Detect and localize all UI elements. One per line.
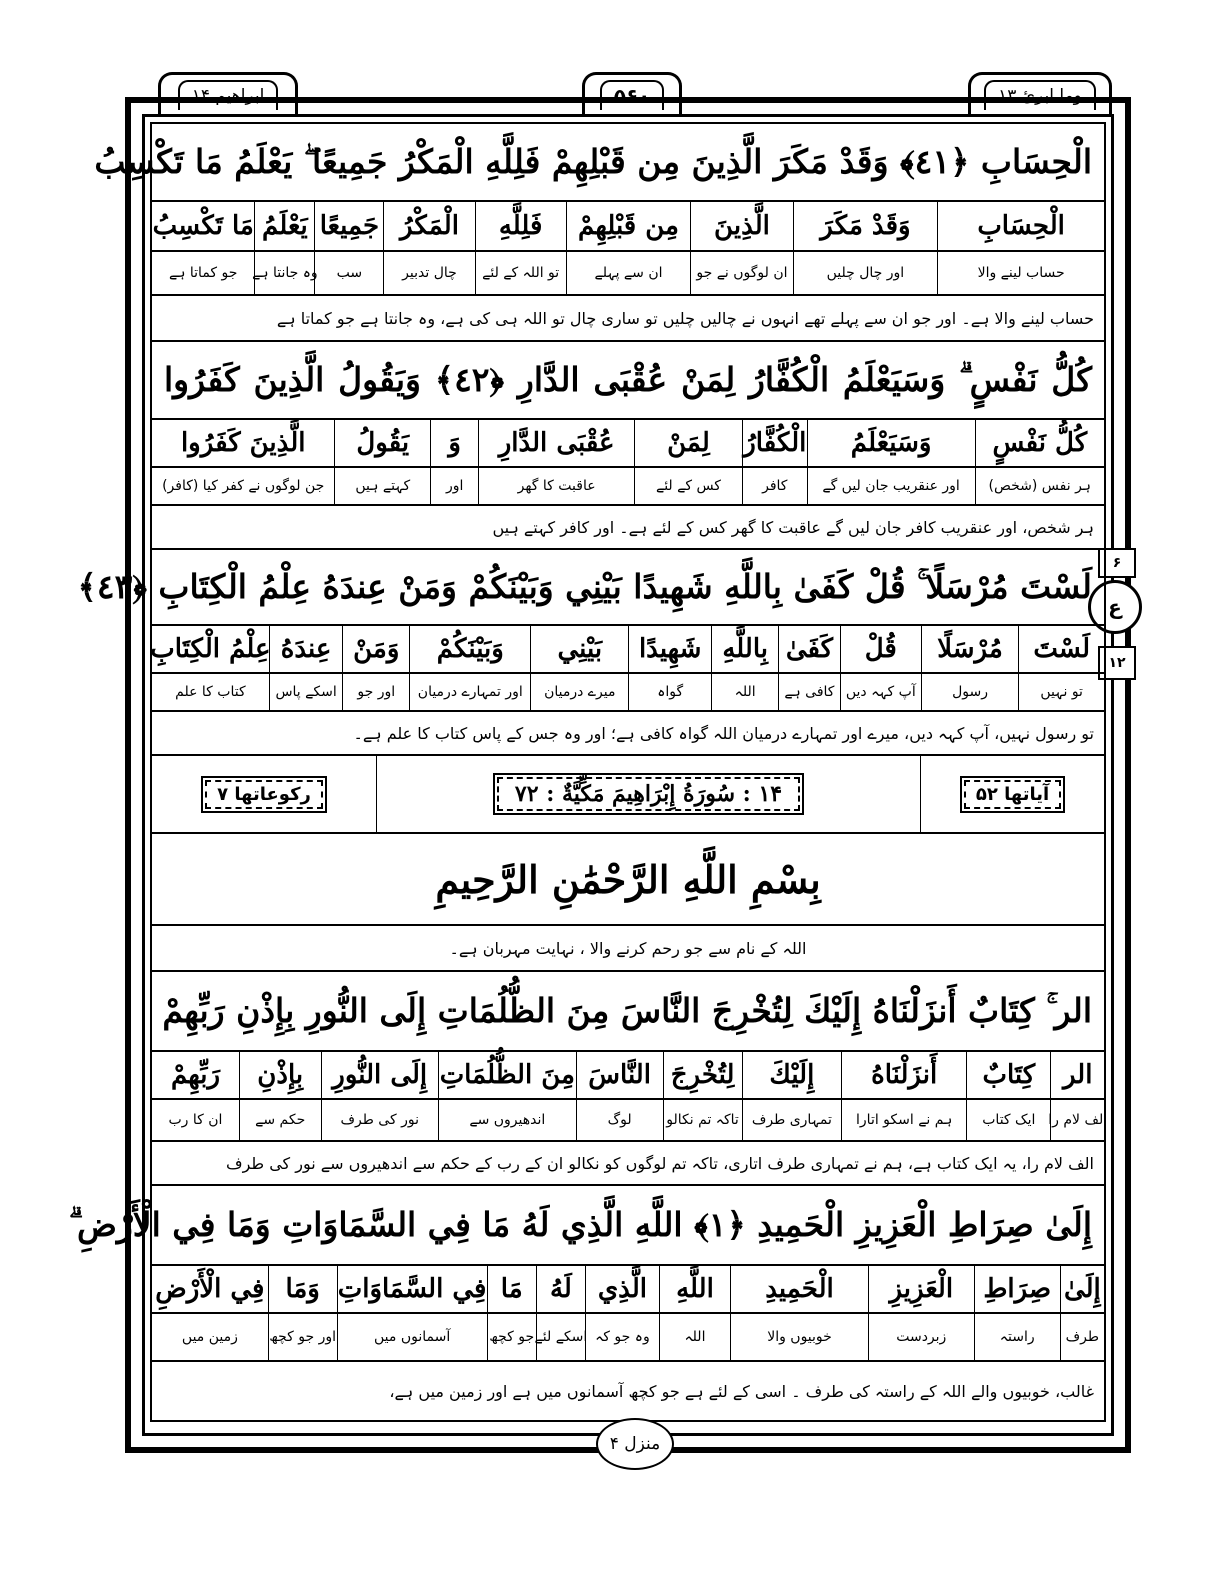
arabic-word-cell: يَقُولُ <box>334 420 430 466</box>
bismillah-translation-row <box>152 926 1104 972</box>
arabic-word-cell: يَعْلَمُ <box>254 202 314 250</box>
urdu-meaning-cell: اور چال چلیں <box>793 252 938 294</box>
word-row-2 <box>152 420 1104 468</box>
arabic-word-cell: إِلَىٰ <box>1060 1266 1104 1312</box>
arabic-word-cell: عِندَهُ <box>269 626 343 672</box>
urdu-meaning-cell: ان لوگوں نے جو <box>690 252 792 294</box>
urdu-meaning-cell: الف لام را <box>1050 1100 1104 1140</box>
arabic-word-cell: بِإِذْنِ <box>239 1052 321 1098</box>
urdu-meaning-cell: راستہ <box>974 1314 1060 1360</box>
urdu-meaning-cell: جو کچھ <box>487 1314 536 1360</box>
urdu-meaning-cell: زمین میں <box>181 1329 238 1345</box>
urdu-meaning-cell: عاقبت کا گھر <box>478 468 634 504</box>
arabic-word-cell: الْحَمِيدِ <box>730 1266 868 1312</box>
arabic-word-cell: كَفَىٰ <box>778 626 840 672</box>
arabic-word-cell: مَا تَكْسِبُ <box>152 211 254 241</box>
ayah-line-3: لَسْتَ مُرْسَلًا ۚ قُلْ كَفَىٰ بِاللَّهِ شَهِيدًا بَيْنِي وَبَيْنَكُمْ وَمَنْ عِندَهُ عِلْمُ الْكِتَابِ ﴿٤٣﴾ <box>152 550 1104 626</box>
urdu-meaning-cell: آپ کہہ دیں <box>840 674 921 710</box>
surah-header-row <box>152 756 1104 834</box>
meaning-row-5 <box>152 1314 1104 1362</box>
arabic-word-cell: صِرَاطِ <box>974 1266 1060 1312</box>
urdu-meaning-cell: تو اللہ کے لئے <box>475 252 566 294</box>
urdu-meaning-cell: رسول <box>921 674 1019 710</box>
urdu-meaning-cell: گواہ <box>628 674 711 710</box>
arabic-word-cell: وَسَيَعْلَمُ <box>807 420 975 466</box>
page-number: ۵۶۰ <box>600 80 665 110</box>
urdu-meaning-cell: سب <box>314 252 383 294</box>
meaning-row-4 <box>152 1100 1108 1142</box>
word-row-4 <box>152 1052 1104 1100</box>
arabic-word-cell: وَمَنْ <box>342 626 409 672</box>
translation-line-5: غالب، خوبیوں والے اللہ کے راستہ کی طرف ۔ اسی کے لئے ہے جو کچھ آسمانوں میں ہے اور زمین میں ہے، <box>389 1381 1094 1401</box>
arabic-word-cell: بَيْنِي <box>530 626 628 672</box>
arabic-word-cell: مُرْسَلًا <box>921 626 1019 672</box>
urdu-meaning-cell: اور جو <box>342 674 409 710</box>
arabic-word-cell: أَنزَلْنَاهُ <box>841 1052 966 1098</box>
arabic-word-cell: لَسْتَ <box>1018 626 1104 672</box>
bismillah-translation: اللہ کے نام سے جو رحم کرنے والا ، نہایت مہربان ہے۔ <box>449 938 807 958</box>
arabic-word-cell: الْعَزِيزِ <box>868 1266 974 1312</box>
urdu-meaning-cell: کتاب کا علم <box>175 684 246 700</box>
page-content <box>68 122 1108 1422</box>
urdu-meaning-cell: ان سے پہلے <box>566 252 691 294</box>
urdu-meaning-cell: اور جو کچھ <box>268 1314 337 1360</box>
arabic-word-cell: إِلَيْكَ <box>742 1052 842 1098</box>
urdu-meaning-cell: تمہاری طرف <box>742 1100 842 1140</box>
urdu-meaning-cell: کس کے لئے <box>634 468 742 504</box>
arabic-word-cell: فَلِلَّهِ <box>475 202 566 250</box>
arabic-word-cell: إِلَى النُّورِ <box>321 1052 438 1098</box>
surah-ayat-cell <box>920 756 1104 832</box>
ayah-line-4: الر ۚ كِتَابٌ أَنزَلْنَاهُ إِلَيْكَ لِتُخْرِجَ النَّاسَ مِنَ الظُّلُمَاتِ إِلَى النُّورِ بِإِذْنِ رَبِّهِمْ <box>152 972 1104 1052</box>
arabic-word-cell: قُلْ <box>840 626 921 672</box>
urdu-meaning-cell: اور عنقریب جان لیں گے <box>807 468 975 504</box>
urdu-meaning-cell: اسکے لئے <box>536 1314 585 1360</box>
ayah-line-1: الْحِسَابِ ﴿٤١﴾ وَقَدْ مَكَرَ الَّذِينَ مِن قَبْلِهِمْ فَلِلَّهِ الْمَكْرُ جَمِيعًا ۖ يَعْلَمُ مَا تَكْسِبُ <box>152 124 1104 202</box>
arabic-word-cell: بِاللَّهِ <box>711 626 778 672</box>
urdu-meaning-cell: جو کماتا ہے <box>169 265 238 281</box>
urdu-meaning-cell: لوگ <box>576 1100 663 1140</box>
urdu-meaning-cell: وہ جانتا ہے <box>254 252 314 294</box>
arabic-word-cell: كِتَابٌ <box>966 1052 1050 1098</box>
urdu-meaning-cell: طرف <box>1060 1314 1104 1360</box>
arabic-word-cell: الْمَكْرُ <box>383 202 474 250</box>
bismillah-text: بِسْمِ اللَّهِ الرَّحْمَٰنِ الرَّحِيمِ <box>435 856 821 902</box>
surah-ruku-count: رکوعاتها ۷ <box>201 776 327 813</box>
header-left-label: ابراهیم ۱۴ <box>178 80 279 110</box>
arabic-word-cell: عُقْبَى الدَّارِ <box>478 420 634 466</box>
urdu-meaning-cell: میرے درمیان <box>530 674 628 710</box>
urdu-meaning-cell: زبردست <box>868 1314 974 1360</box>
header-right-label: وما ابرئ ۱۳ <box>984 80 1096 110</box>
surah-ayat-count: آیاتها ۵۲ <box>960 776 1065 813</box>
arabic-word-cell: الر <box>1050 1052 1104 1098</box>
urdu-meaning-cell: ایک کتاب <box>966 1100 1050 1140</box>
surah-ruku-cell <box>152 756 376 832</box>
translation-line-3: تو رسول نہیں، آپ کہہ دیں، میرے اور تمہارے درمیان اللہ گواہ کافی ہے؛ اور وہ جس کے پاس کتاب کا علم ہے۔ <box>152 712 1104 756</box>
arabic-word-cell: الَّذِينَ <box>690 202 792 250</box>
arabic-word-cell: لِتُخْرِجَ <box>663 1052 742 1098</box>
urdu-meaning-cell: اللہ <box>659 1314 730 1360</box>
meaning-row-1 <box>152 252 1104 296</box>
urdu-meaning-cell: کافی ہے <box>778 674 840 710</box>
urdu-meaning-cell: حساب لینے والا <box>937 252 1104 294</box>
arabic-word-cell: جَمِيعًا <box>314 202 383 250</box>
word-row-3 <box>152 626 1104 674</box>
meaning-row-3 <box>152 674 1104 712</box>
translation-line-2: ہر شخص، اور عنقریب کافر جان لیں گے عاقبت کا گھر کس کے لئے ہے۔ اور کافر کہتے ہیں <box>152 506 1104 550</box>
urdu-meaning-cell: تاکہ تم نکالو <box>663 1100 742 1140</box>
arabic-word-cell: مِن قَبْلِهِمْ <box>566 202 691 250</box>
urdu-meaning-cell: ہر نفس (شخص) <box>975 468 1104 504</box>
urdu-meaning-cell: حکم سے <box>239 1100 321 1140</box>
urdu-meaning-cell: اور <box>430 468 478 504</box>
arabic-word-cell: فِي السَّمَاوَاتِ <box>337 1266 487 1312</box>
arabic-word-cell: وَ <box>430 420 478 466</box>
side-marker-top: ۶ <box>1098 548 1136 578</box>
word-row-5 <box>152 1266 1104 1314</box>
translation-line-1: حساب لینے والا ہے۔ اور جو ان سے پہلے تھے انہوں نے چالیں چلیں تو ساری چال تو اللہ ہی کی ہے، وہ جانتا ہے جو کماتا ہے <box>152 296 1104 342</box>
word-row-1 <box>152 202 1104 252</box>
bismillah-row <box>152 834 1104 926</box>
surah-name-cell <box>376 756 920 832</box>
urdu-meaning-cell: کہتے ہیں <box>334 468 430 504</box>
ayah-line-5: إِلَىٰ صِرَاطِ الْعَزِيزِ الْحَمِيدِ ﴿١﴾ اللَّهِ الَّذِي لَهُ مَا فِي السَّمَاوَاتِ وَمَا فِي الْأَرْضِ ۗ <box>152 1186 1104 1266</box>
arabic-word-cell: وَقَدْ مَكَرَ <box>793 202 938 250</box>
arabic-word-cell: الَّذِينَ كَفَرُوا <box>180 428 306 458</box>
translation-line-4: الف لام را، یہ ایک کتاب ہے، ہم نے تمہاری طرف اتاری، تاکہ تم لوگوں کو نکالو ان کے رب کے حکم سے اندھیروں سے نور کی طرف <box>152 1142 1104 1186</box>
ruku-marker: ع <box>1088 580 1142 634</box>
urdu-meaning-cell: اور تمہارے درمیان <box>409 674 530 710</box>
manzil-badge: منزل ۴ <box>596 1418 674 1470</box>
arabic-word-cell: وَمَا <box>268 1266 337 1312</box>
urdu-meaning-cell: ان کا رب <box>168 1112 223 1128</box>
arabic-word-cell: كُلُّ نَفْسٍ <box>975 420 1104 466</box>
meaning-row-2 <box>152 468 1104 506</box>
arabic-word-cell: لِمَنْ <box>634 420 742 466</box>
urdu-meaning-cell: وہ جو کہ <box>585 1314 659 1360</box>
arabic-word-cell: رَبِّهِمْ <box>170 1060 221 1090</box>
urdu-meaning-cell: اندھیروں سے <box>438 1100 576 1140</box>
arabic-word-cell: شَهِيدًا <box>628 626 711 672</box>
ayah-line-2: كُلُّ نَفْسٍ ۗ وَسَيَعْلَمُ الْكُفَّارُ لِمَنْ عُقْبَى الدَّارِ ﴿٤٢﴾ وَيَقُولُ الَّذِينَ كَفَرُوا <box>152 342 1104 420</box>
urdu-meaning-cell: اللہ <box>711 674 778 710</box>
arabic-word-cell: مِنَ الظُّلُمَاتِ <box>438 1052 576 1098</box>
urdu-meaning-cell: کافر <box>742 468 807 504</box>
urdu-meaning-cell: چال تدبیر <box>383 252 474 294</box>
arabic-word-cell: لَهُ <box>536 1266 585 1312</box>
urdu-meaning-cell: ہم نے اسکو اتارا <box>841 1100 966 1140</box>
urdu-meaning-cell: تو نہیں <box>1018 674 1104 710</box>
arabic-word-cell: الْكُفَّارُ <box>742 420 807 466</box>
urdu-meaning-cell: اسکے پاس <box>269 674 343 710</box>
arabic-word-cell: عِلْمُ الْكِتَابِ <box>150 634 271 664</box>
side-marker-bottom: ۱۲ <box>1098 646 1136 680</box>
urdu-meaning-cell: آسمانوں میں <box>337 1314 487 1360</box>
arabic-word-cell: مَا <box>487 1266 536 1312</box>
arabic-word-cell: وَبَيْنَكُمْ <box>409 626 530 672</box>
arabic-word-cell: اللَّهِ <box>659 1266 730 1312</box>
urdu-meaning-cell: جن لوگوں نے کفر کیا (کافر) <box>162 478 325 494</box>
arabic-word-cell: فِي الْأَرْضِ <box>155 1274 265 1304</box>
urdu-meaning-cell: نور کی طرف <box>321 1100 438 1140</box>
surah-name: ۱۴ : سُورَةُ إِبْرَاهِيمَ مَكِّيَّةٌ : ۷۲ <box>493 773 804 815</box>
arabic-word-cell: النَّاسَ <box>576 1052 663 1098</box>
urdu-meaning-cell: خوبیوں والا <box>730 1314 868 1360</box>
arabic-word-cell: الْحِسَابِ <box>937 202 1104 250</box>
arabic-word-cell: الَّذِي <box>585 1266 659 1312</box>
